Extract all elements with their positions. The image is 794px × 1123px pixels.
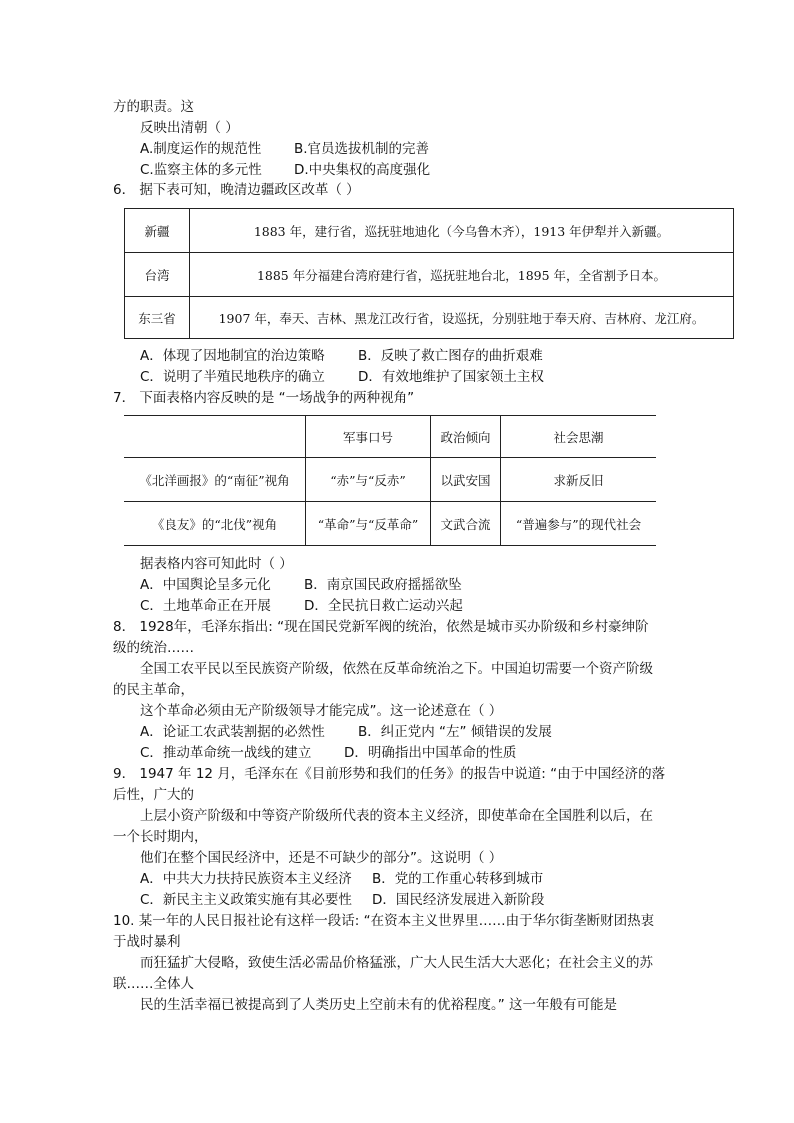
- q8-option-a: A．论证工农武装割据的必然性: [140, 724, 325, 740]
- q7-option-b: B．南京国民政府摇摇欲坠: [304, 577, 462, 593]
- q9-line-2: 后性，广大的: [113, 787, 194, 803]
- region-cell: 东三省: [125, 297, 190, 339]
- politics-cell: 文武合流: [431, 502, 501, 546]
- table-row: [125, 209, 734, 253]
- q9-line-4: 一个长时期内，: [113, 829, 208, 845]
- q9-option-d: D．国民经济发展进入新阶段: [372, 892, 545, 908]
- q8-option-d: D．明确指出中国革命的性质: [344, 745, 517, 761]
- q5-option-b: B.官员选拔机制的完善: [294, 141, 430, 157]
- table-row: [124, 458, 656, 502]
- q10-line-3: 而狂猛扩大侵略，致使生活必需品价格猛涨，广大人民生活大大恶化；在社会主义的苏: [140, 955, 653, 971]
- region-cell: 新疆: [125, 209, 190, 253]
- slogan-cell: “革命”与“反革命”: [306, 502, 431, 546]
- header-cell: 社会思潮: [501, 416, 657, 458]
- q8-line-4: 的民主革命，: [113, 682, 194, 698]
- q8-line-5: 这个革命必须由无产阶级领导才能完成”。这一论述意在（ ）: [140, 703, 503, 719]
- q9-line-3: 上层小资产阶级和中等资产阶级所代表的资本主义经济，即使革命在全国胜利以后，在: [140, 808, 653, 824]
- thought-cell: 求新反旧: [501, 458, 657, 502]
- q10-line-2: 于战时暴利: [113, 934, 181, 950]
- q7-prompt: 据表格内容可知此时（ ）: [140, 556, 293, 572]
- q6-table: [124, 208, 734, 339]
- q5-option-c: C.监察主体的多元性: [140, 162, 262, 178]
- q8-line-2: 级的统治……: [113, 640, 194, 656]
- q10-line-4: 联……全体人: [113, 976, 194, 992]
- header-cell: 政治倾向: [431, 416, 501, 458]
- perspective-cell: 《良友》的“北伐”视角: [124, 502, 306, 546]
- q5-option-a: A.制度运作的规范性: [140, 141, 262, 157]
- table-row: [124, 416, 656, 458]
- politics-cell: 以武安国: [431, 458, 501, 502]
- q7-stem: 7． 下面表格内容反映的是 “一场战争的两种视角”: [113, 390, 415, 406]
- q9-option-a: A．中共大力扶持民族资本主义经济: [140, 871, 352, 887]
- q8-option-b: B．纠正党内 “左” 倾错误的发展: [358, 724, 552, 740]
- q6-option-a: A．体现了因地制宜的治边策略: [140, 348, 325, 364]
- q8-line-3: 全国工农平民以至民族资产阶级，依然在反革命统治之下。中国迫切需要一个资产阶级: [140, 661, 653, 677]
- header-cell: [124, 416, 306, 458]
- thought-cell: “普遍参与”的现代社会: [501, 502, 657, 546]
- q5-stem: 反映出清朝（ ）: [140, 120, 239, 136]
- q9-line-1: 9． 1947 年 12 月，毛泽东在《目前形势和我们的任务》的报告中说道: “由于中国经济的落: [113, 766, 666, 782]
- q6-option-d: D．有效地维护了国家领土主权: [358, 369, 544, 385]
- table-row: [124, 502, 656, 546]
- q6-stem: 6． 据下表可知，晚清边疆政区改革（ ）: [113, 182, 360, 198]
- q5-option-d: D.中央集权的高度强化: [294, 162, 431, 178]
- table-row: [125, 297, 734, 339]
- region-cell: 台湾: [125, 253, 190, 297]
- q5-stem-end: 方的职责。这: [113, 99, 194, 115]
- q9-line-5: 他们在整个国民经济中，还是不可缺少的部分”。这说明（ ）: [140, 850, 503, 866]
- q6-option-b: B．反映了救亡图存的曲折艰难: [358, 348, 543, 364]
- q9-option-b: B．党的工作重心转移到城市: [372, 871, 544, 887]
- q9-option-c: C．新民主主义政策实施有其必要性: [140, 892, 352, 908]
- perspective-cell: 《北洋画报》的“南征”视角: [124, 458, 306, 502]
- q7-option-c: C．土地革命正在开展: [140, 598, 271, 614]
- event-cell: 1885 年分福建台湾府建行省，巡抚驻地台北，1895 年，全省割予日本。: [190, 253, 734, 297]
- q8-option-c: C．推动革命统一战线的建立: [140, 745, 312, 761]
- table-row: [125, 253, 734, 297]
- q7-option-d: D．全民抗日救亡运动兴起: [304, 598, 463, 614]
- slogan-cell: “赤”与“反赤”: [306, 458, 431, 502]
- q10-line-1: 10. 某一年的人民日报社论有这样一段话: “在资本主义世界里……由于华尔街垄断财团热衷: [113, 913, 655, 929]
- q8-line-1: 8． 1928年，毛泽东指出: “现在国民党新军阀的统治，依然是城市买办阶级和乡村豪绅阶: [113, 619, 649, 635]
- q10-line-5: 民的生活幸福已被提高到了人类历史上空前未有的优裕程度。” 这一年般有可能是: [140, 997, 618, 1013]
- q7-option-a: A．中国舆论呈多元化: [140, 577, 271, 593]
- header-cell: 军事口号: [306, 416, 431, 458]
- event-cell: 1907 年，奉天、吉林、黑龙江改行省，设巡抚，分别驻地于奉天府、吉林府、龙江府。: [190, 297, 734, 339]
- event-cell: 1883 年，建行省，巡抚驻地迪化（今乌鲁木齐），1913 年伊犁并入新疆。: [190, 209, 734, 253]
- q7-table: [124, 415, 656, 546]
- q6-option-c: C．说明了半殖民地秩序的确立: [140, 369, 325, 385]
